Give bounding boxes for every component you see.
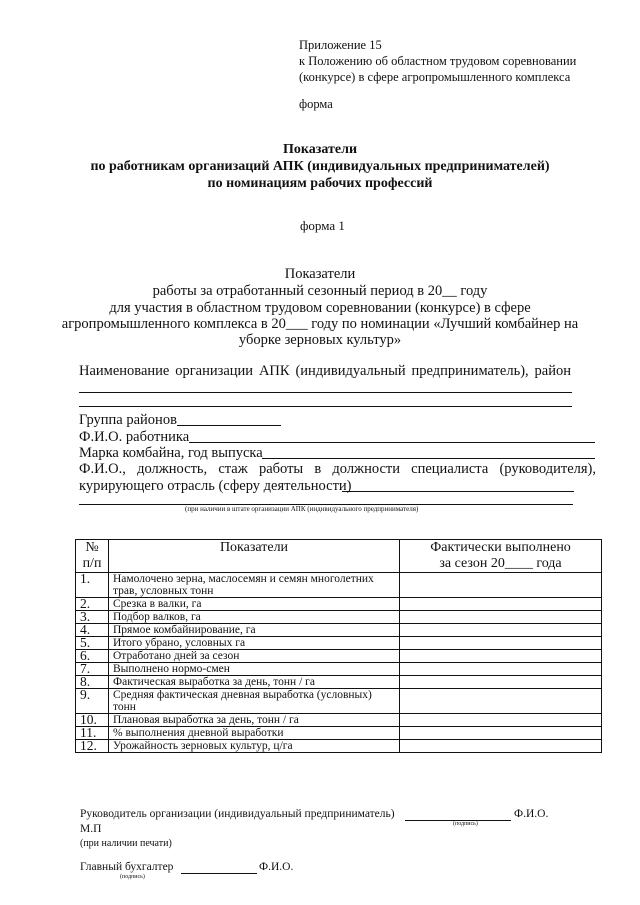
row-value-cell[interactable] [400,740,602,753]
row-indicator: Прямое комбайнирование, га [109,624,400,637]
form-word: форма [299,97,333,111]
row-value-cell[interactable] [400,676,602,689]
row-indicator: Подбор валков, га [109,611,400,624]
table-row [76,727,602,740]
org-line-1 [79,392,572,393]
accountant-signature-field[interactable] [181,873,257,874]
row-indicator: Плановая выработка за день, тонн / га [109,714,400,727]
row-number: 7. [76,663,109,676]
row-number: 9. [76,689,109,714]
row-indicator: Урожайность зерновых культур, ц/га [109,740,400,753]
specialist-label: Ф.И.О., должность, стаж работы в должности специалиста (руководителя), [79,461,596,477]
row-indicator: Срезка в валки, га [109,598,400,611]
col-actual-header [400,540,602,573]
row-value-cell[interactable] [400,637,602,650]
row-number: 5. [76,637,109,650]
table-row [76,650,602,663]
region-group-label: Группа районов [79,412,177,428]
subtitle-line3: для участия в областном трудовом соревновании (конкурсе) в сфере [109,300,531,316]
table-row [76,663,602,676]
doc-title-line2: по работникам организаций АПК (индивидуальных предпринимателей) [90,159,550,174]
col-actual-line1: Фактически выполнено [430,540,571,555]
row-indicator: % выполнения дневной выработки [109,727,400,740]
org-line-2 [79,406,572,407]
row-number: 8. [76,676,109,689]
head-label: Руководитель организации (индивидуальный предприниматель) [80,808,395,820]
worker-name-field[interactable] [189,442,595,443]
doc-title-line3: по номинациям рабочих профессий [207,176,433,191]
combine-label: Марка комбайна, год выпуска [79,445,263,461]
subtitle-line2: работы за отработанный сезонный период в 20__ году [152,283,488,299]
col-actual-line2: за сезон 20____ года [439,556,562,571]
stamp-note: (при наличии печати) [80,838,172,849]
row-value-cell[interactable] [400,650,602,663]
head-fio: Ф.И.О. [514,808,549,820]
worker-name-label: Ф.И.О. работника [79,429,190,445]
row-value-cell[interactable] [400,573,602,598]
col-number-header [76,540,109,573]
row-value-cell[interactable] [400,624,602,637]
row-indicator: Намолочено зерна, маслосемян и семян многолетних трав, условных тонн [109,573,400,598]
row-value-cell[interactable] [400,663,602,676]
accountant-sign-note: (подпись) [120,874,145,880]
col-number-line2: п/п [82,556,102,571]
row-number: 11. [76,727,109,740]
subtitle: Показатели [284,266,356,282]
col-indicators-header: Показатели [109,540,400,573]
row-indicator: Выполнено нормо-смен [109,663,400,676]
indicators-table [75,539,602,753]
table-row [76,714,602,727]
region-group-field[interactable] [177,425,281,426]
accountant-label: Главный бухгалтер [80,861,174,873]
table-row [76,598,602,611]
subtitle-line5: уборке зерновых культур» [238,332,402,348]
col-number-line1: № [85,540,99,555]
specialist-field[interactable] [342,491,574,492]
subtitle-line4: агропромышленного комплекса в 20___ году по номинации «Лучший комбайнер на [61,316,579,332]
table-row [76,637,602,650]
table-row [76,689,602,714]
table-row [76,676,602,689]
specialist-note: (при наличии в штате организации АПК (индивидуального предпринимателя) [185,505,419,513]
table-row [76,624,602,637]
row-indicator: Отработано дней за сезон [109,650,400,663]
table-body [76,573,602,753]
row-value-cell[interactable] [400,714,602,727]
specialist-label-2: курирующего отрасль (сферу деятельности) [79,478,352,494]
row-indicator: Фактическая выработка за день, тонн / га [109,676,400,689]
head-sign-note: (подпись) [453,821,478,827]
row-value-cell[interactable] [400,689,602,714]
row-indicator: Средняя фактическая дневная выработка (условных) тонн [109,689,400,714]
row-number: 10. [76,714,109,727]
row-number: 2. [76,598,109,611]
stamp-label: М.П [80,823,102,835]
form-label: форма 1 [300,218,345,233]
row-number: 3. [76,611,109,624]
row-indicator: Итого убрано, условных га [109,637,400,650]
combine-field[interactable] [262,458,595,459]
row-value-cell[interactable] [400,611,602,624]
appendix-ref: к Положению об областном трудовом соревновании [299,54,577,68]
row-number: 6. [76,650,109,663]
table-row [76,611,602,624]
row-value-cell[interactable] [400,598,602,611]
row-number: 4. [76,624,109,637]
appendix-ref-2: (конкурсе) в сфере агропромышленного комплекса [299,70,571,84]
row-number: 12. [76,740,109,753]
org-name-label: Наименование организации АПК (индивидуальный предприниматель), район [79,363,571,379]
accountant-fio: Ф.И.О. [259,861,294,873]
table-header-row [76,540,602,573]
doc-title: Показатели [282,142,358,157]
table-row [76,740,602,753]
row-number: 1. [76,573,109,598]
table-row [76,573,602,598]
row-value-cell[interactable] [400,727,602,740]
appendix-number: Приложение 15 [299,38,382,52]
